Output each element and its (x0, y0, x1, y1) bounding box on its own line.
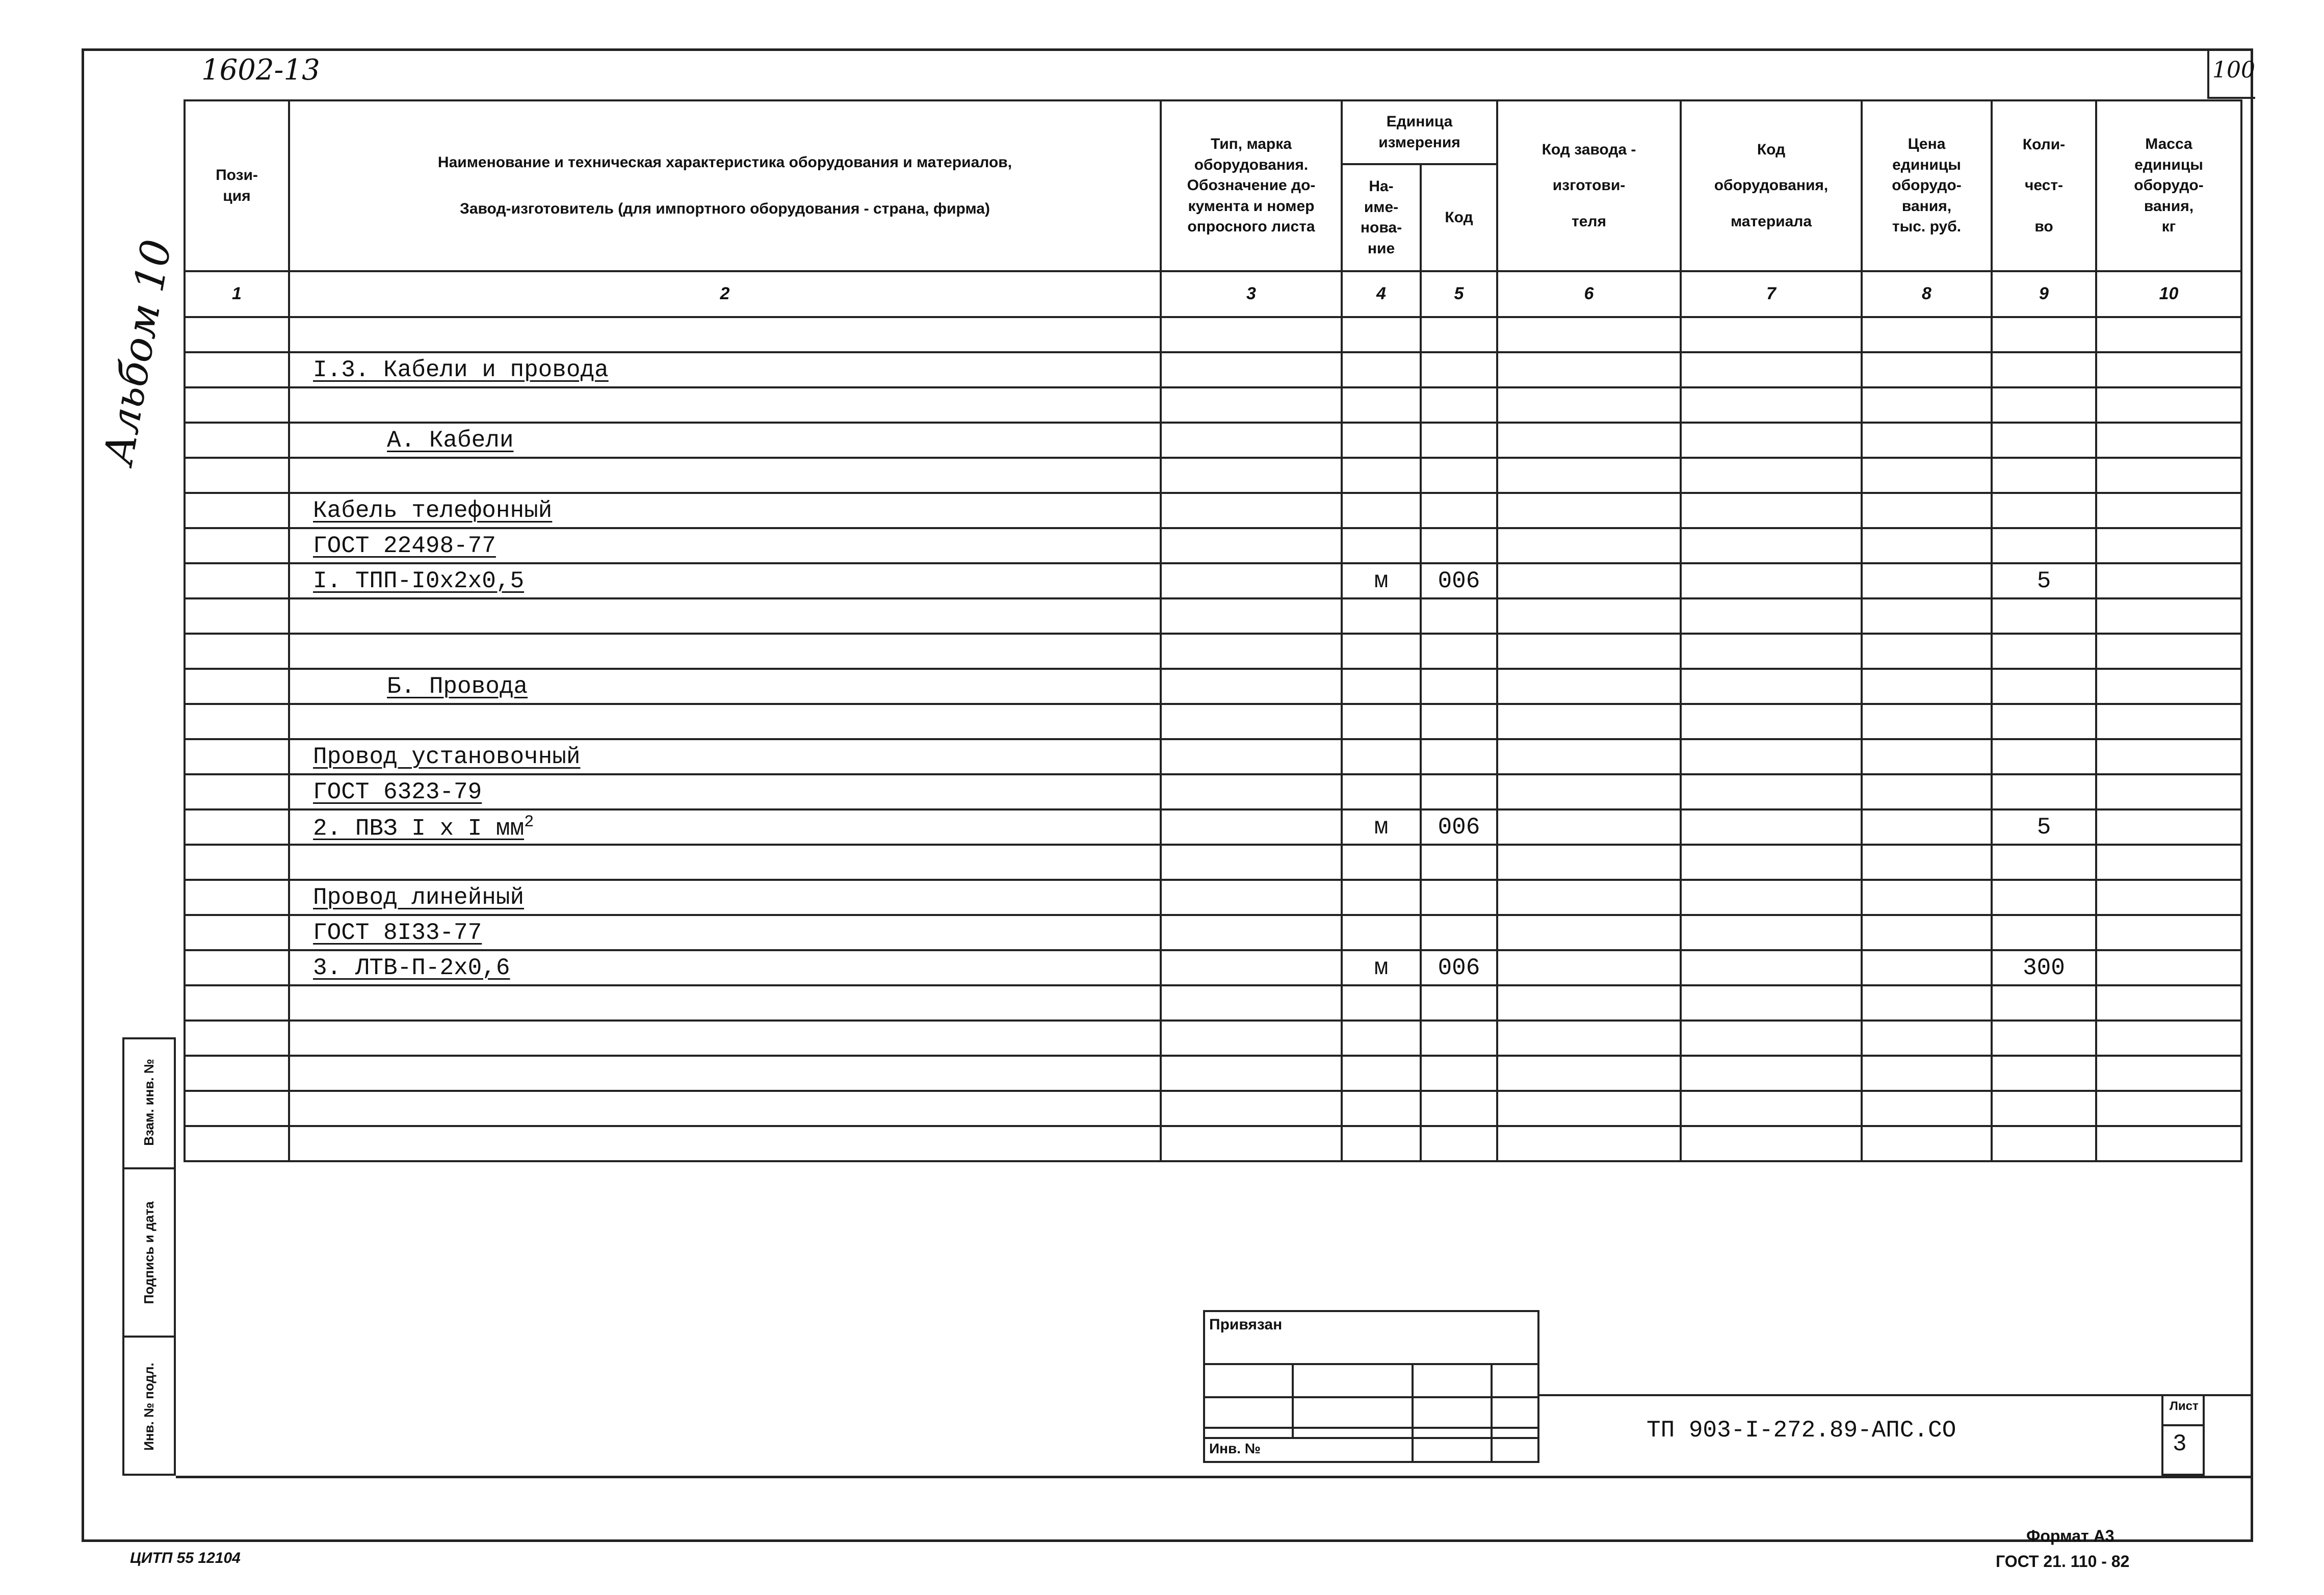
unit-name: м (1342, 563, 1421, 598)
table-row (185, 1091, 2241, 1126)
section-title: I.3. Кабели и провода (313, 356, 609, 383)
item-gost: ГОСТ 6323-79 (313, 778, 482, 805)
table-row (185, 634, 2241, 669)
label-original-inv: Инв. № подл. (141, 1363, 156, 1451)
tied-label: Привязан (1209, 1316, 1283, 1333)
column-number: 2 (289, 271, 1161, 317)
subsection-title: А. Кабели (387, 427, 514, 454)
sheet-number: 3 (2173, 1431, 2187, 1457)
divider (176, 1476, 2253, 1478)
item-designation: I. ТПП-I0х2х0,5 (313, 567, 525, 594)
table-row (185, 845, 2241, 880)
header-equipment-code: Код оборудования, материала (1681, 100, 1862, 271)
specification-table (184, 99, 2242, 1162)
album-title-box (94, 219, 181, 484)
item-group-title: Провод установочный (313, 743, 581, 770)
table-row (185, 1056, 2241, 1091)
table-row (185, 880, 2241, 915)
item-superscript: 2 (524, 812, 534, 831)
table-row (185, 915, 2241, 950)
sheet-label: Лист (2170, 1399, 2199, 1413)
header-type: Тип, марка оборудования. Обозначение до- кумента и номер опросного листа (1161, 100, 1342, 271)
header-name: Наименование и техническая характеристика оборудования и материалов, Завод-изготовитель (для импортного оборудования - страна, фирма) (289, 100, 1161, 271)
table-row (185, 669, 2241, 704)
unit-name: м (1342, 950, 1421, 985)
unit-code: 006 (1421, 950, 1497, 985)
column-number: 10 (2096, 271, 2241, 317)
table-row (185, 598, 2241, 634)
column-number: 3 (1161, 271, 1342, 317)
table-row (185, 563, 2241, 598)
table-row (185, 423, 2241, 458)
column-number: 4 (1342, 271, 1421, 317)
item-group-title: Провод линейный (313, 884, 525, 911)
header-unit-group: Единица измерения (1342, 100, 1497, 164)
table-row (185, 809, 2241, 845)
table-row (185, 493, 2241, 528)
subsection-title: Б. Провода (387, 673, 528, 700)
table-row (185, 704, 2241, 739)
column-number: 6 (1497, 271, 1681, 317)
quantity: 5 (1992, 563, 2096, 598)
header-price: Цена единицы оборудо- вания, тыс. руб. (1862, 100, 1992, 271)
header-unit-code: Код (1421, 164, 1497, 271)
column-number: 8 (1862, 271, 1992, 317)
table-row (185, 352, 2241, 387)
album-title: Альбом 10 (94, 236, 181, 468)
column-number: 1 (185, 271, 289, 317)
inventory-label: Инв. № (1209, 1441, 1261, 1456)
handwritten-note: 1602-13 (201, 54, 320, 87)
divider (1539, 1394, 2253, 1396)
table-row (185, 739, 2241, 774)
unit-code: 006 (1421, 563, 1497, 598)
header-unit-name: На- име- нова- ние (1342, 164, 1421, 271)
column-number: 5 (1421, 271, 1497, 317)
unit-code: 006 (1421, 809, 1497, 845)
quantity: 5 (1992, 809, 2096, 845)
sheet-box (2161, 1394, 2205, 1476)
table-row (185, 950, 2241, 985)
label-signature-date: Подпись и дата (141, 1201, 157, 1304)
table-row (185, 1126, 2241, 1161)
format-label: Формат А3 (2026, 1527, 2114, 1545)
item-designation: 2. ПВЗ I х I мм (313, 815, 525, 842)
unit-name: м (1342, 809, 1421, 845)
page-number: 100 (2212, 57, 2255, 83)
item-gost: ГОСТ 8I33-77 (313, 919, 482, 946)
document-code: ТП 903-I-272.89-АПС.СО (1647, 1417, 1956, 1444)
table-row (185, 317, 2241, 352)
column-number: 7 (1681, 271, 1862, 317)
label-replaced-inv: Взам. инв. № (141, 1059, 157, 1146)
quantity: 300 (1992, 950, 2096, 985)
table-row (185, 1021, 2241, 1056)
item-designation: 3. ЛТВ-П-2х0,6 (313, 954, 510, 981)
table-row (185, 458, 2241, 493)
header-mass: Масса единицы оборудо- вания, кг (2096, 100, 2241, 271)
table-row (185, 387, 2241, 423)
table-row (185, 985, 2241, 1021)
header-position: Пози- ция (185, 100, 289, 271)
gost-label: ГОСТ 21. 110 - 82 (1996, 1552, 2130, 1571)
item-group-title: Кабель телефонный (313, 497, 553, 524)
table-row (185, 528, 2241, 563)
header-maker-code: Код завода - изготови- теля (1497, 100, 1681, 271)
item-gost: ГОСТ 22498-77 (313, 532, 496, 559)
table-row (185, 774, 2241, 809)
column-number: 9 (1992, 271, 2096, 317)
footer-code: ЦИТП 55 12104 (130, 1550, 241, 1566)
header-quantity: Коли- чест- во (1992, 100, 2096, 271)
tied-stamp (1203, 1310, 1539, 1463)
